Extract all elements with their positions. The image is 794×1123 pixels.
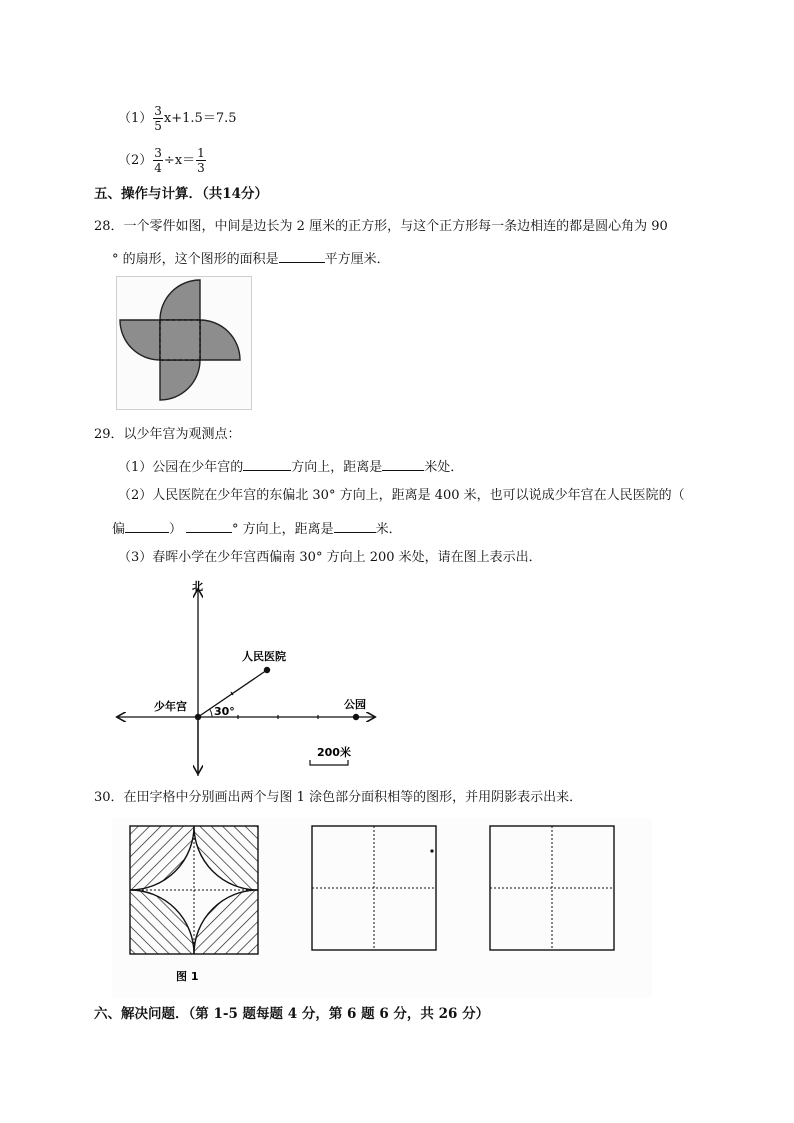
q29-p1-distance-blank[interactable] — [382, 456, 424, 471]
equation-2 — [118, 146, 207, 175]
q29-p2-angle-blank[interactable] — [186, 518, 232, 533]
angle-label: 30° — [214, 705, 235, 718]
center-square — [160, 320, 200, 360]
q30-title: 30．在田字格中分别画出两个与图 1 涂色部分面积相等的图形，并用阴影表示出来． — [94, 790, 583, 805]
equation-1-rest: x+1.5＝7.5 — [163, 111, 237, 126]
fraction-denominator: 3 — [197, 161, 205, 175]
q29-p1-direction-blank[interactable] — [243, 456, 291, 471]
q29-part-1 — [118, 456, 463, 477]
palace-point — [195, 714, 201, 720]
q28-line-1: 28．一个零件如图，中间是边长为 2 厘米的正方形，与这个正方形每一条边相连的都是圆心角为 90 — [94, 219, 668, 234]
hospital-point — [264, 667, 270, 673]
scale-bar — [310, 760, 348, 765]
q29-p2-text-d: 米． — [375, 522, 402, 537]
q28-answer-blank[interactable] — [279, 248, 325, 263]
equation-2-fraction-b — [196, 146, 206, 175]
q29-direction-map — [112, 576, 380, 780]
q29-p2-direction-blank[interactable] — [125, 518, 169, 533]
fraction-numerator: 1 — [197, 146, 205, 160]
section-5-title: 五、操作与计算．（共14分） — [94, 186, 269, 202]
section-6-title: 六、解决问题．（第 1-5 题每题 4 分，第 6 题 6 分，共 26 分） — [94, 1006, 490, 1022]
q28-line-2 — [112, 248, 390, 269]
q30-figures — [112, 818, 652, 998]
north-label: 北 — [192, 580, 203, 593]
q29-p2-text-a: 偏 — [112, 522, 126, 537]
figure-1-label: 图 1 — [176, 970, 199, 983]
equation-2-operator: ÷x＝ — [163, 153, 196, 168]
equation-1-fraction — [153, 104, 163, 133]
q28-pinwheel-figure — [116, 276, 252, 410]
q29-part-2-line-2 — [112, 518, 402, 539]
equation-2-fraction-a — [153, 146, 163, 175]
angle-arc — [210, 709, 213, 717]
park-point — [353, 714, 359, 720]
q29-part-3: （3）春晖小学在少年宫西偏南 30° 方向上 200 米处，请在图上表示出． — [118, 550, 542, 565]
q29-p1-text-c: 米处． — [424, 460, 464, 475]
q29-p2-text-c: ° 方向上，距离是 — [232, 522, 334, 537]
equation-1 — [118, 104, 237, 133]
palace-label: 少年宫 — [154, 700, 187, 713]
equation-1-label: （1） — [118, 111, 153, 126]
fraction-numerator: 3 — [154, 146, 162, 160]
q28-text-a: ° 的扇形，这个图形的面积是 — [112, 252, 279, 267]
equation-2-label: （2） — [118, 153, 153, 168]
scale-label: 200米 — [317, 746, 351, 759]
fraction-denominator: 5 — [154, 119, 162, 133]
q29-p1-text-b: 方向上，距离是 — [291, 460, 383, 475]
q29-part-2-line-1: （2）人民医院在少年宫的东偏北 30° 方向上，距离是 400 米，也可以说成少年宫在人民医院的（ — [118, 488, 685, 503]
fraction-denominator: 4 — [154, 161, 162, 175]
fraction-numerator: 3 — [154, 104, 162, 118]
q28-text-b: 平方厘米． — [324, 252, 390, 267]
q29-p2-text-b: ） — [169, 522, 183, 537]
q29-title: 29．以少年宫为观测点： — [94, 427, 241, 442]
q29-p2-distance-blank[interactable] — [334, 518, 376, 533]
park-label: 公园 — [344, 698, 366, 711]
hospital-label: 人民医院 — [242, 650, 286, 663]
q29-p1-text-a: （1）公园在少年宫的 — [118, 460, 244, 475]
